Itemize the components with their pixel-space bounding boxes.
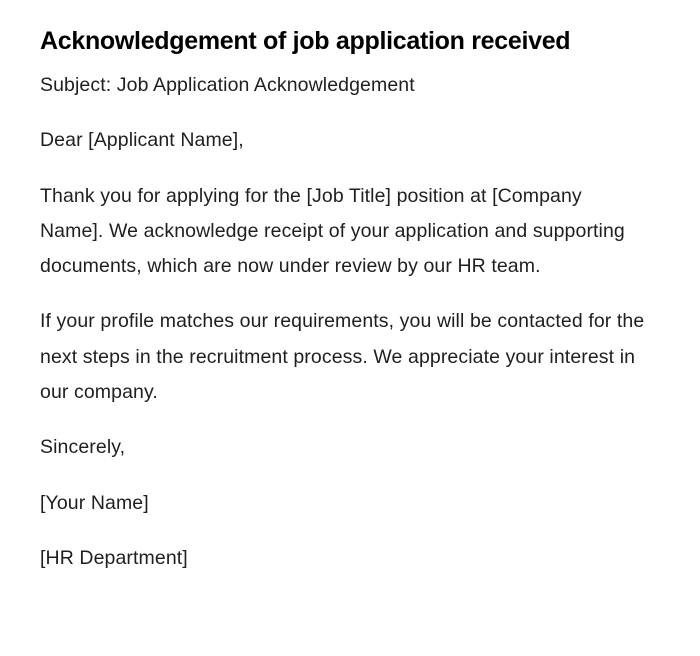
body-paragraph-1: Thank you for applying for the [Job Title] position at [Company Name]. We acknowledge receipt of your application and supporting documents, which are now under review by our HR team. [40,184,625,278]
signature-name: [Your Name] [40,491,149,514]
letter-document [40,24,650,596]
salutation: Dear [Applicant Name], [40,129,244,152]
signature-department: [HR Department] [40,546,188,569]
body-paragraph-2: If your profile matches our requirements, you will be contacted for the next steps in the recruitment process. We appreciate your interest in our company. [40,310,645,404]
closing: Sincerely, [40,436,126,459]
subject-line: Subject: Job Application Acknowledgement [40,74,415,96]
document-title: Acknowledgement of job application received [40,27,571,55]
